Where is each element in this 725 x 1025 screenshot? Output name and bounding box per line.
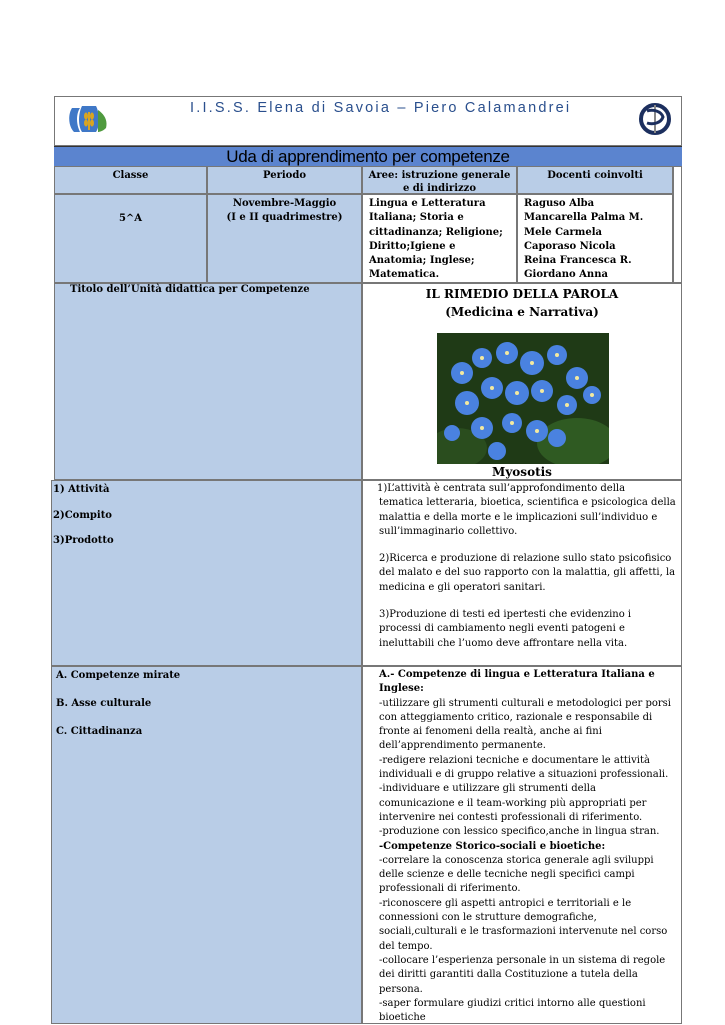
p3-line: ineluttabili che l’uomo deve affrontare nella vita. <box>379 637 628 649</box>
school-logo-right <box>633 101 677 137</box>
competenza-line: comunicazione e il team-working più appropriati per <box>379 797 647 809</box>
aree-line: Italiana; Storia e <box>369 212 464 224</box>
competenza-line: -utilizzare gli strumenti culturali e metodologici per porsi <box>379 697 671 709</box>
competenza-line: sociali,culturali e le trasformazioni intervenute nel corso <box>379 926 668 938</box>
competenze-label: A. Competenze mirate <box>56 670 181 681</box>
periodo-line: Novembre-Maggio <box>232 198 337 209</box>
th-aree-line: e di indirizzo <box>402 183 477 194</box>
competenza-line: intervenire nei contesti professionali di riferimento. <box>379 811 643 823</box>
aree-line: Lingua e Letteratura <box>369 198 486 209</box>
table-edge <box>673 166 682 283</box>
p2-line: 2)Ricerca e produzione di relazione sullo stato psicofisico <box>379 553 672 565</box>
competenza-line: -saper formulare giudizi critici intorno alle questioni <box>379 997 646 1009</box>
p2-line: medicina e gli operatori sanitari. <box>379 581 546 593</box>
td-periodo <box>207 194 362 283</box>
docente: Mele Carmela <box>524 226 603 238</box>
myosotis-image <box>437 333 609 464</box>
classe-value: 5^A <box>118 213 143 224</box>
competenza-line: -individuare e utilizzare gli strumenti della <box>379 783 596 795</box>
competenza-line: -collocare l’esperienza personale in un sistema di regole <box>379 954 666 966</box>
titolo-content-cell <box>362 283 682 480</box>
competenza-line: del tempo. <box>379 940 433 952</box>
th-periodo: Periodo <box>207 166 362 194</box>
aree-line: Matematica. <box>369 269 440 281</box>
competenza-line: con atteggiamento critico, razionale e responsabile di <box>379 711 653 723</box>
competenza-line: dei diritti garantiti dalla Costituzione a tutela della <box>379 969 638 981</box>
attivita-content-cell <box>362 480 682 666</box>
attivita-label-cell <box>51 480 362 666</box>
titolo-label-cell <box>54 283 362 480</box>
competenza-line: professionali di riferimento. <box>379 883 521 895</box>
th-aree-line: Aree: istruzione generale <box>368 170 511 181</box>
competenza-line: persona. <box>379 983 423 995</box>
competenza-line: -riconoscere gli aspetti antropici e territoriali e le <box>379 897 632 909</box>
docente: Reina Francesca R. <box>524 255 632 267</box>
competenze-label-cell <box>51 666 362 1024</box>
compito-label: 2)Compito <box>53 510 112 521</box>
docente: Raguso Alba <box>524 198 595 209</box>
docente: Mancarella Palma M. <box>524 212 644 224</box>
p1-line: 1)L’attività è centrata sull’approfondimento della <box>377 483 626 494</box>
th-aree <box>362 166 517 194</box>
uda-title: Uda di apprendimento per competenze <box>54 146 682 166</box>
th-docenti: Docenti coinvolti <box>517 166 673 194</box>
competenza-line: delle scienze e delle tecniche negli specifici campi <box>379 869 635 881</box>
competenza-line: A.- Competenze di lingua e Letteratura Italiana e <box>379 669 655 680</box>
aree-line: cittadinanza; Religione; <box>369 226 503 238</box>
attivita-label: 1) Attività <box>53 484 110 495</box>
p3-line: processi di cambiamento negli eventi patogeni e <box>379 623 625 635</box>
competenza-line: fronte ai fenomeni della realtà, anche ai fini <box>379 726 602 738</box>
td-docenti <box>517 194 673 283</box>
competenza-line: individuali e di gruppo relative a situazioni professionali. <box>379 769 669 781</box>
prodotto-label: 3)Prodotto <box>53 535 114 546</box>
uda-name: IL RIMEDIO DELLA PAROLA <box>425 287 619 301</box>
p1-line: malattia e della morte e le implicazioni sull’individuo e <box>379 511 658 523</box>
docente: Giordano Anna <box>524 269 608 281</box>
competenza-line: -redigere relazioni tecniche e documentare le attività <box>379 754 650 766</box>
uda-subtitle: (Medicina e Narrativa) <box>445 305 599 319</box>
competenze-content-cell <box>362 666 682 1024</box>
competenza-line: bioetiche <box>379 1012 426 1024</box>
p3-line: 3)Produzione di testi ed ipertesti che evidenzino i <box>379 609 632 621</box>
competenza-line: Inglese: <box>379 683 424 695</box>
school-name: I.I.S.S. Elena di Savoia – Piero Calamandrei <box>190 100 572 116</box>
competenza-line: connessioni con le strutture demografiche, <box>379 912 597 924</box>
p1-line: tematica letteraria, bioetica, scientifica e psicologica della <box>379 497 676 509</box>
asse-label: B. Asse culturale <box>56 698 152 709</box>
competenza-line: -Competenze Storico-sociali e bioetiche: <box>379 840 606 852</box>
aree-line: Diritto;Igiene e <box>369 240 456 252</box>
competenza-line: dell’apprendimento permanente. <box>379 740 546 752</box>
p2-line: del malato e del suo rapporto con la malattia, gli affetti, la <box>379 567 676 579</box>
titolo-label: Titolo dell’Unità didattica per Competenze <box>70 284 310 295</box>
p1-line: sull’immaginario collettivo. <box>379 525 518 537</box>
aree-line: Anatomia; Inglese; <box>369 255 475 267</box>
td-classe <box>54 194 207 283</box>
school-logo-left <box>66 104 110 134</box>
docente: Caporaso Nicola <box>524 240 616 252</box>
competenza-line: -produzione con lessico specifico,anche in lingua stran. <box>379 826 660 838</box>
cittadinanza-label: C. Cittadinanza <box>56 726 143 737</box>
th-classe: Classe <box>54 166 207 194</box>
competenza-line: -correlare la conoscenza storica generale agli sviluppi <box>379 854 654 866</box>
image-caption: Myosotis <box>492 465 552 479</box>
td-aree <box>362 194 517 283</box>
periodo-line: (I e II quadrimestre) <box>226 212 343 224</box>
